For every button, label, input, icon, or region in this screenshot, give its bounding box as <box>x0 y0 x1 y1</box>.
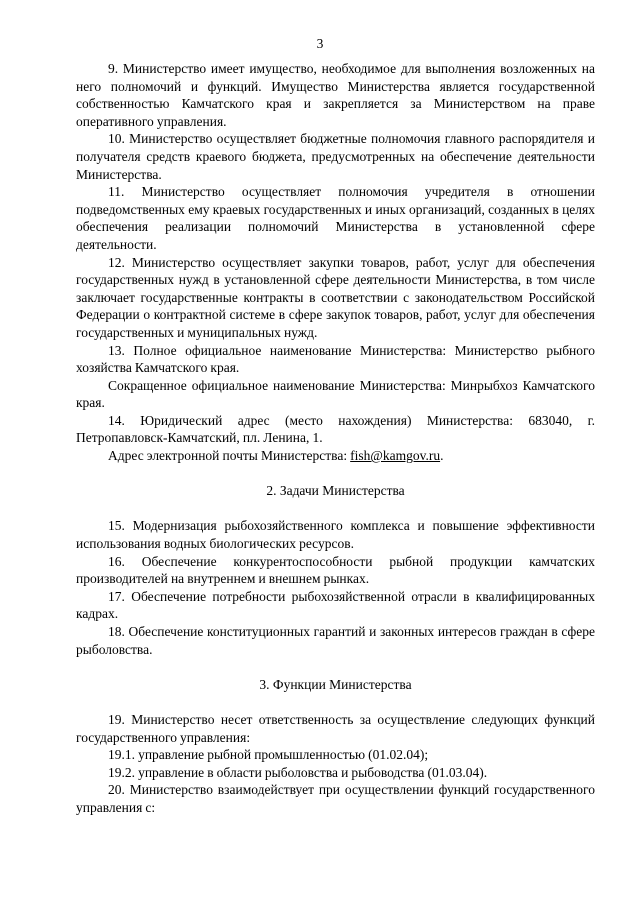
paragraph-16: 16. Обеспечение конкурентоспособности рыбной продукции камчатских производителей на внутреннем и внешнем рынках. <box>76 553 595 587</box>
paragraph-11: 11. Министерство осуществляет полномочия учредителя в отношении подведомственных ему краевых государственных и иных организаций, созданных в целях обеспечения реализации полномочий Министерства в установленной сфере деятельности. <box>76 184 595 252</box>
spacer <box>76 465 595 483</box>
spacer <box>76 658 595 676</box>
paragraph-18: 18. Обеспечение конституционных гарантий и законных интересов граждан в сфере рыболовства. <box>76 624 595 657</box>
spacer <box>76 693 595 711</box>
spacer <box>76 500 595 518</box>
email-suffix: . <box>440 448 444 464</box>
email-prefix: Адрес электронной почты Министерства: <box>108 448 351 464</box>
paragraph-15: 15. Модернизация рыбохозяйственного комплекса и повышение эффективности использования водных биологических ресурсов. <box>76 518 595 552</box>
section-3-heading: 3. Функции Министерства <box>259 676 412 692</box>
paragraph-14: 14. Юридический адрес (место нахождения) Министерства: 683040, г. Петропавловск-Камчатский, пл. Ленина, 1. <box>76 412 595 446</box>
paragraph-13: 13. Полное официальное наименование Министерства: Министерство рыбного хозяйства Камчатского края. <box>76 342 595 376</box>
paragraph-12: 12. Министерство осуществляет закупки товаров, работ, услуг для обеспечения государственных нужд в установленной сфере деятельности Министерства, в том числе заключает государственные контракты в соответствии с законодательством Российской Федерации о контрактной системе в сфере закупок товаров, работ, услуг для обеспечения государственных и муниципальных нужд. <box>76 254 595 340</box>
section-2-heading: 2. Задачи Министерства <box>266 483 405 499</box>
paragraph-19-1: 19.1. управление рыбной промышленностью (01.02.04); <box>108 747 429 763</box>
paragraph-10: 10. Министерство осуществляет бюджетные полномочия главного распорядителя и получателя средств краевого бюджета, предусмотренных на обеспечение деятельности Министерства. <box>76 131 595 182</box>
paragraph-20: 20. Министерство взаимодействует при осуществлении функций государственного управления с: <box>76 782 595 815</box>
paragraph-19: 19. Министерство несет ответственность за осуществление следующих функций государственного управления: <box>76 711 595 745</box>
paragraph-email <box>76 447 595 465</box>
paragraph-17: 17. Обеспечение потребности рыбохозяйственной отрасли в квалифицированных кадрах. <box>76 588 595 622</box>
paragraph-19-2: 19.2. управление в области рыболовства и рыбоводства (01.03.04). <box>108 764 488 780</box>
email-link[interactable]: fish@kamgov.ru <box>350 448 441 464</box>
paragraph-9: 9. Министерство имеет имущество, необходимое для выполнения возложенных на него полномочий и функций. Имущество Министерства является государственной собственностью Камчатского края и закрепляется за Министерством на праве оперативного управления. <box>76 61 595 129</box>
document-body <box>76 60 595 817</box>
page-number: 3 <box>316 36 324 51</box>
paragraph-short-name: Сокращенное официальное наименование Министерства: Минрыбхоз Камчатского края. <box>76 377 595 411</box>
